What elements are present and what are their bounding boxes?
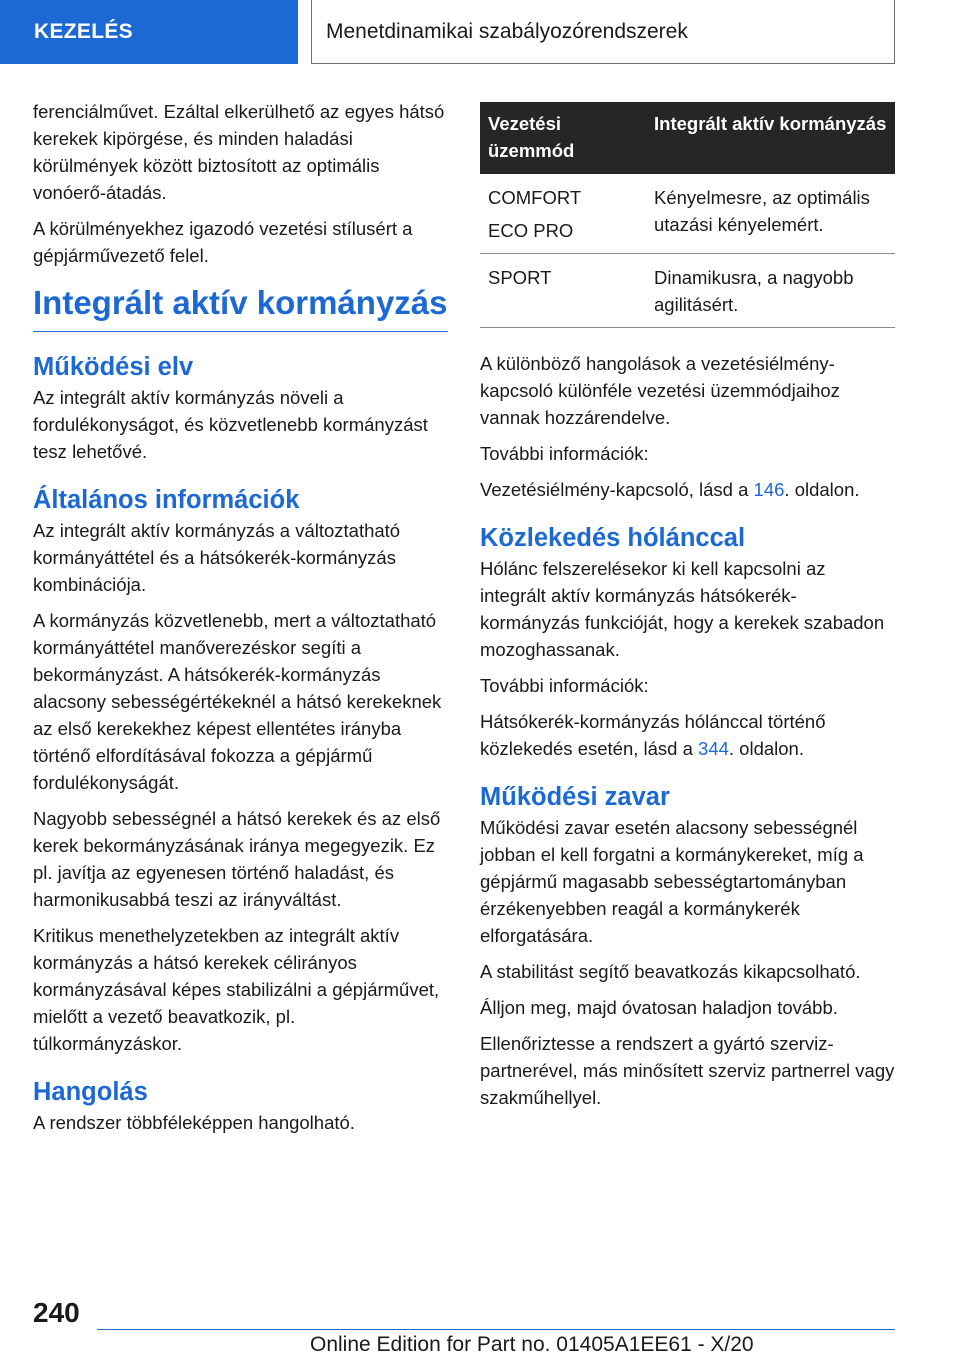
- mode-comfort: COMFORT: [488, 187, 582, 208]
- section-label: KEZELÉS: [34, 20, 133, 43]
- paragraph: További információk:: [480, 675, 649, 696]
- table-cell-mode: SPORT: [480, 254, 646, 328]
- paragraph-ref: Vezetésiélmény-kapcsoló, lásd a 146. oldalon.: [480, 479, 860, 500]
- paragraph: A különböző hangolások a vezetésiélmény-kapcsoló különféle vezetési üzemmódjaihoz vannak hozzárendelve.: [480, 353, 840, 428]
- section-title: Integrált aktív kormányzás: [33, 281, 448, 332]
- footer-edition: Online Edition for Part no. 01405A1EE61 - X/20: [310, 1333, 754, 1356]
- paragraph: Álljon meg, majd óvatosan haladjon tovább.: [480, 997, 838, 1018]
- paragraph: Az integrált aktív kormányzás a változtatható kormányáttétel és a hátsókerék-kormányzás kombinációja.: [33, 520, 401, 595]
- footer-divider: [97, 1329, 895, 1330]
- page-link-344[interactable]: 344: [698, 738, 729, 759]
- driving-mode-table: [480, 102, 895, 328]
- left-column: [33, 98, 448, 1145]
- chapter-title: Menetdinamikai szabályozórendszerek: [326, 19, 688, 43]
- paragraph: A stabilitást segítő beavatkozás kikapcsolható.: [480, 961, 861, 982]
- paragraph: A kormányzás közvetlenebb, mert a változtatható kormányáttétel manőverezéskor segíti a bekormányzást. A hátsókerék-kormányzás alacsony sebességértékeknél a hátsó kerekeknek az első kerekekhez képest ellentétes irányba történő elfordításával fokozza a gépjármű fordulékonyságát.: [33, 610, 442, 793]
- table-cell-desc: Kényelmesre, az optimális utazási kényelemért.: [646, 174, 895, 254]
- paragraph: ferenciálművet. Ezáltal elkerülhető az egyes hátsó kerekek kipörgése, és minden haladási körülmények között biztosított az optimális vonóerő-átadás.: [33, 101, 445, 203]
- paragraph: A körülményekhez igazodó vezetési stílusért a gépjárművezető felel.: [33, 218, 413, 266]
- page-link-146[interactable]: 146: [753, 479, 785, 500]
- table-row: [480, 174, 895, 254]
- paragraph: Az integrált aktív kormányzás növeli a fordulékonyságot, és közvetlenebb kormányzást tesz lehetővé.: [33, 387, 428, 462]
- paragraph: További információk:: [480, 443, 649, 464]
- paragraph: Ellenőriztesse a rendszert a gyártó szerviz-partnerével, más minősített szerviz partnerrel vagy szakműhellyel.: [480, 1033, 895, 1108]
- table-header-row: [480, 102, 895, 174]
- paragraph: A rendszer többféleképpen hangolható.: [33, 1112, 355, 1133]
- subheading-tuning: Hangolás: [33, 1078, 148, 1106]
- section-tab[interactable]: [0, 0, 298, 64]
- right-column: [480, 98, 895, 1120]
- paragraph: Hólánc felszerelésekor ki kell kapcsolni az integrált aktív kormányzás hátsókerék-kormányzás funkcióját, hogy a kerekek szabadon mozoghassanak.: [480, 558, 885, 660]
- table-header-mode: Vezetési üzemmód: [480, 102, 646, 174]
- page-number: 240: [33, 1297, 80, 1328]
- paragraph-ref: Hátsókerék-kormányzás hólánccal történő közlekedés esetén, lásd a 344. oldalon.: [480, 711, 826, 759]
- subheading-general-info: Általános információk: [33, 486, 300, 514]
- table-row: [480, 254, 895, 328]
- mode-eco-pro: ECO PRO: [488, 220, 574, 241]
- subheading-malfunction: Működési zavar: [480, 783, 670, 811]
- subheading-working-principle: Működési elv: [33, 353, 194, 381]
- table-cell-desc: Dinamikusra, a nagyobb agilitásért.: [646, 254, 895, 328]
- paragraph: Nagyobb sebességnél a hátsó kerekek és az első kerek bekormányzásának iránya megegyezik. Ez pl. javítja az egyenesen történő haladást, és harmonikusabbá teszi az irányváltást.: [33, 808, 441, 910]
- paragraph: Működési zavar esetén alacsony sebességnél jobban el kell forgatni a kormánykereket, míg a gépjármű magasabb sebességtartományban érzékenyebben reagál a kormánykerék elforgatására.: [480, 817, 864, 946]
- table-cell-mode: [480, 174, 646, 254]
- chapter-header: [311, 0, 895, 64]
- paragraph: Kritikus menethelyzetekben az integrált aktív kormányzás a hátsó kerekek célirányos kormányzásával képes stabilizálni a gépjárművet, mielőtt a vezető beavatkozik, pl. túlkormányzáskor.: [33, 925, 440, 1054]
- subheading-snow-chains: Közlekedés hólánccal: [480, 524, 746, 552]
- table-header-steering: Integrált aktív kormányzás: [646, 102, 895, 174]
